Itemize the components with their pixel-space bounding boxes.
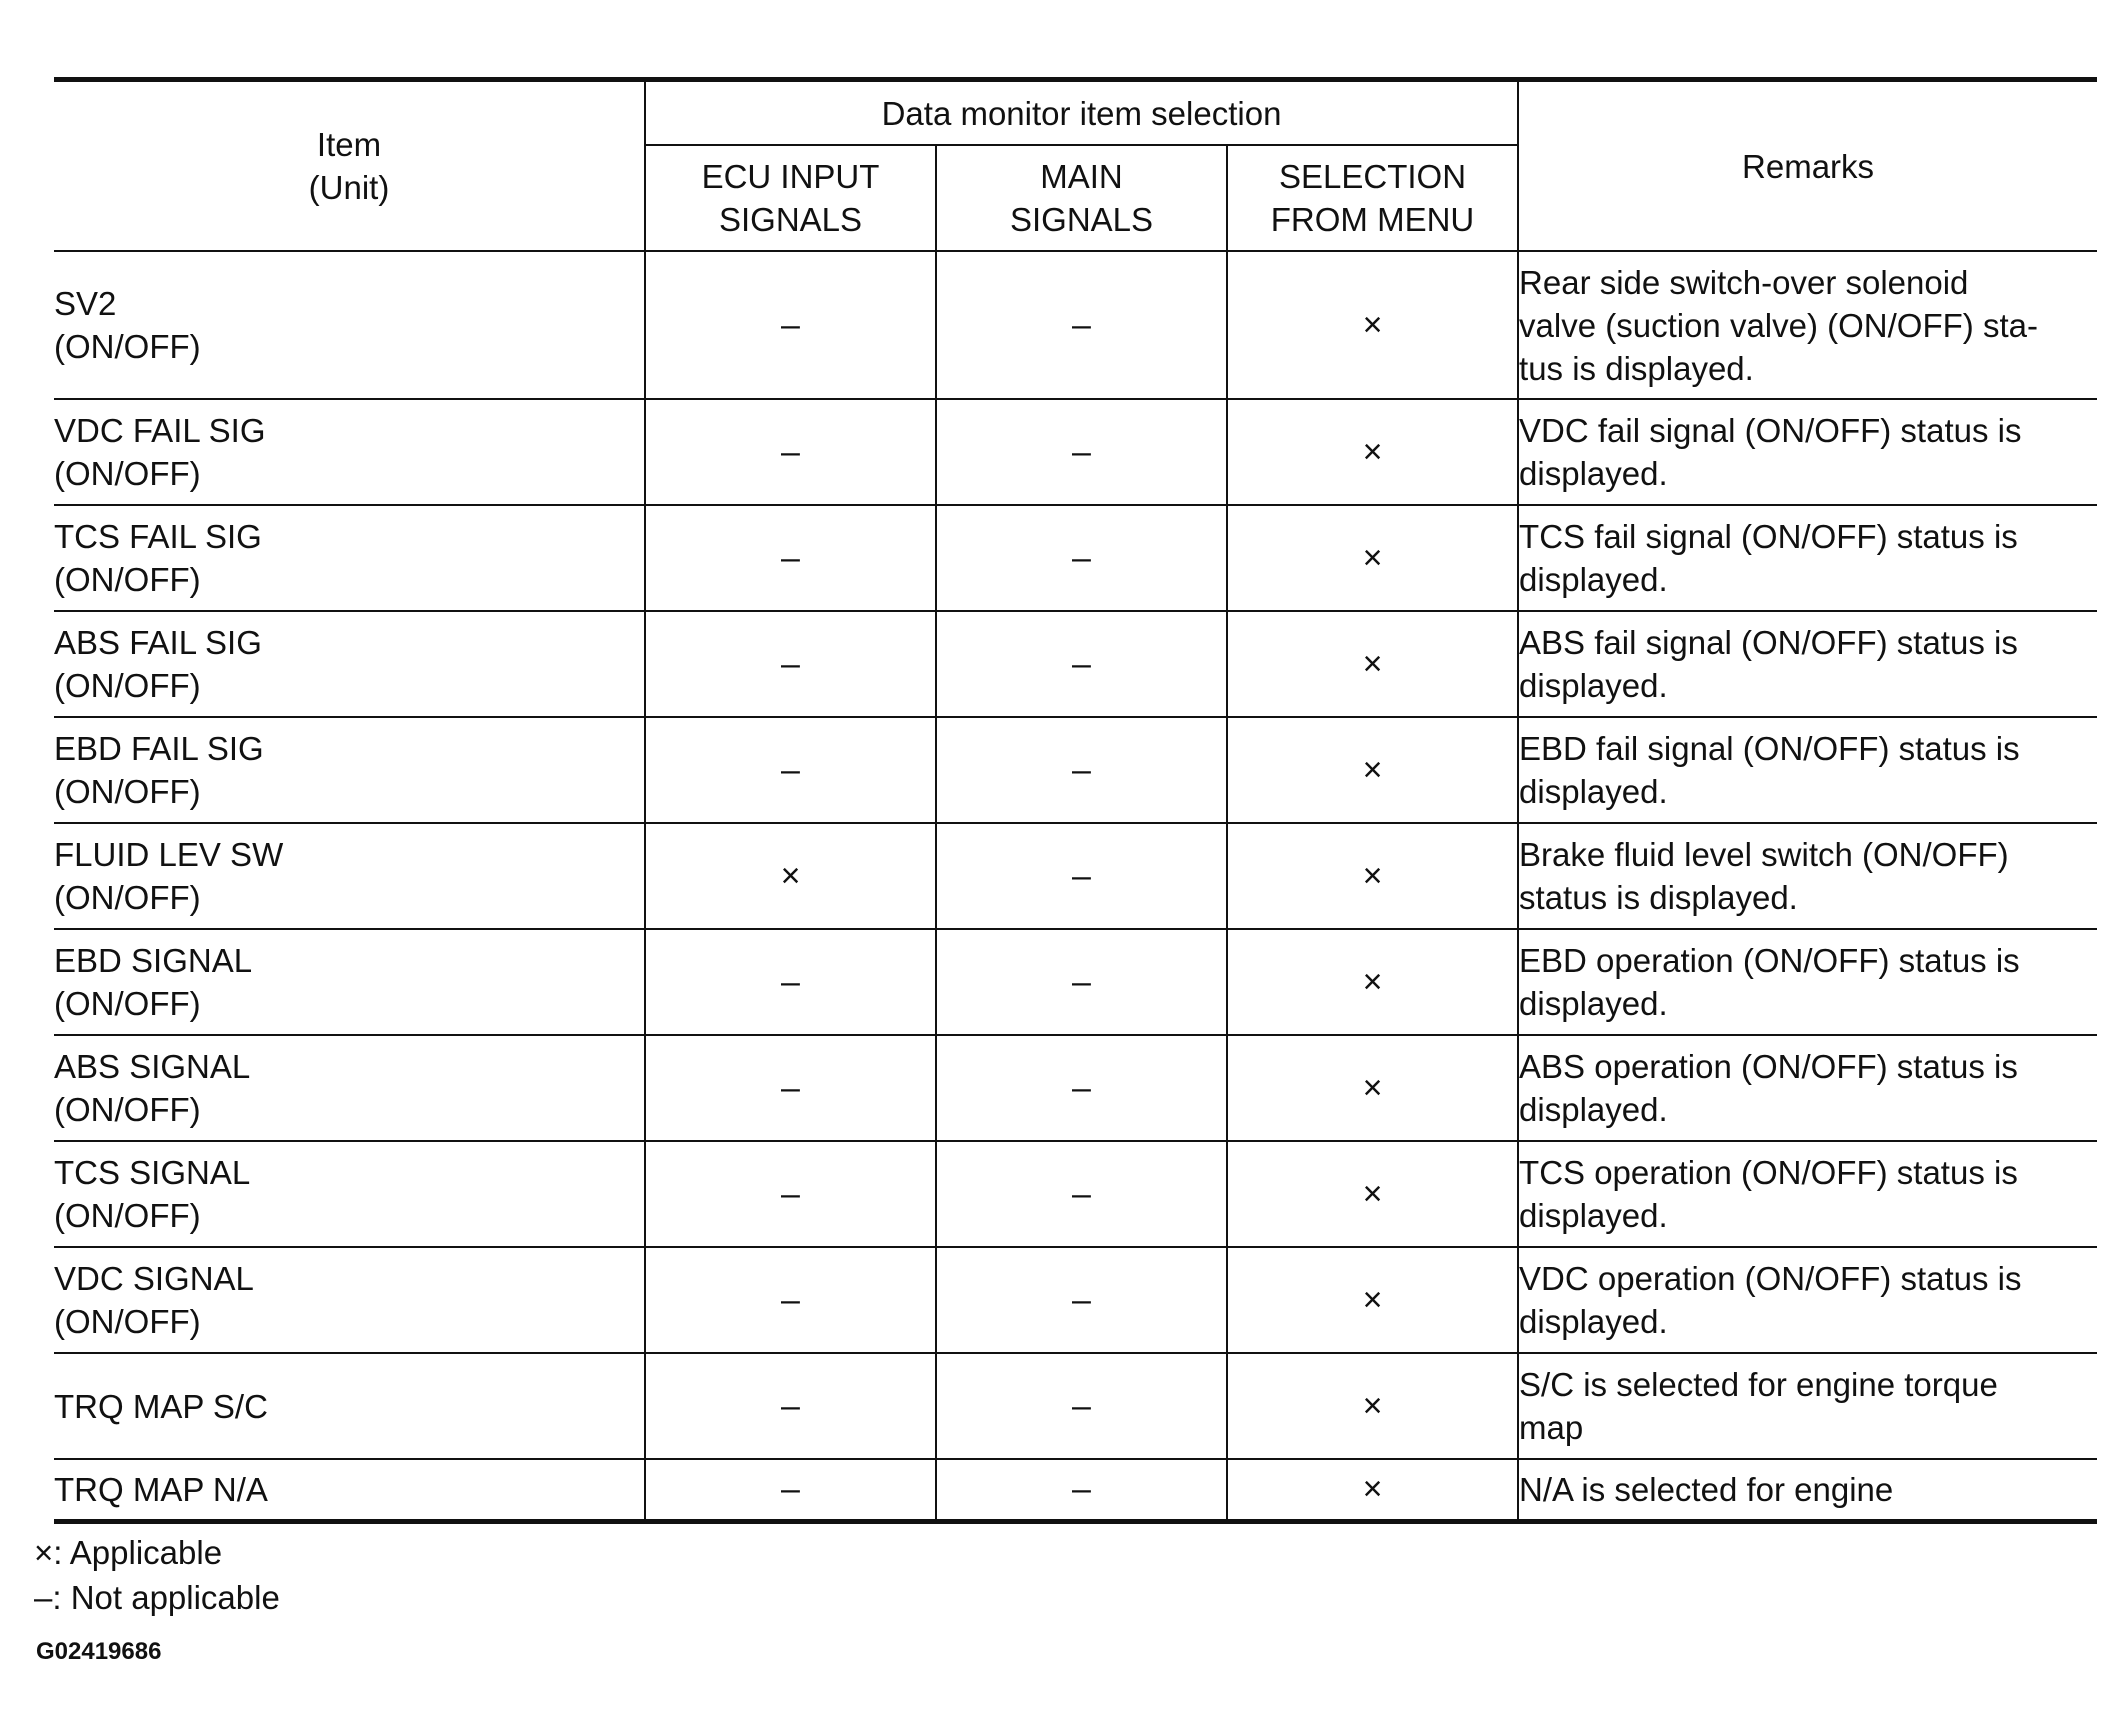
selection-from-menu-mark: ×: [1227, 929, 1518, 1035]
item-line: VDC SIGNAL: [54, 1260, 254, 1297]
item-line: TCS SIGNAL: [54, 1154, 251, 1191]
header-main-signals: [936, 145, 1227, 251]
item-cell: [54, 1353, 645, 1459]
figure-id: G02419686: [36, 1638, 162, 1665]
main-signals-mark: –: [936, 823, 1227, 929]
main-signals-mark: –: [936, 1353, 1227, 1459]
remarks-cell: [1518, 823, 2097, 929]
remarks-line: ABS operation (ON/OFF) status is: [1519, 1048, 2018, 1085]
remarks-line: Rear side switch-over solenoid: [1519, 263, 1969, 301]
item-line: TRQ MAP N/A: [54, 1471, 268, 1508]
item-cell: [54, 251, 645, 399]
selection-from-menu-mark: ×: [1227, 1353, 1518, 1459]
remarks-line: tus is displayed.: [1519, 349, 1754, 387]
table-row: [54, 399, 2097, 505]
item-line: (ON/OFF): [54, 773, 201, 810]
table-row: [54, 823, 2097, 929]
remarks-cell: [1518, 717, 2097, 823]
item-cell: [54, 611, 645, 717]
remarks-line: S/C is selected for engine torque: [1519, 1366, 1998, 1403]
data-monitor-table: [54, 77, 2097, 1524]
table-header: [54, 80, 2097, 252]
remarks-line: TCS fail signal (ON/OFF) status is: [1519, 518, 2018, 555]
remarks-line: status is displayed.: [1519, 879, 1798, 916]
ecu-input-mark: ×: [645, 823, 936, 929]
header-item: [54, 80, 645, 252]
remarks-line: TCS operation (ON/OFF) status is: [1519, 1154, 2018, 1191]
header-main-line-2: SIGNALS: [1009, 201, 1154, 238]
remarks-line: VDC operation (ON/OFF) status is: [1519, 1260, 2022, 1297]
item-line: SV2: [54, 285, 117, 322]
remarks-cell: [1518, 251, 2097, 399]
item-cell: [54, 823, 645, 929]
selection-from-menu-mark: ×: [1227, 823, 1518, 929]
ecu-input-mark: –: [645, 1141, 936, 1247]
selection-from-menu-mark: ×: [1227, 611, 1518, 717]
item-line: TRQ MAP S/C: [54, 1387, 268, 1425]
ecu-input-mark: –: [645, 1353, 936, 1459]
ecu-input-mark: –: [645, 1459, 936, 1522]
remarks-line: displayed.: [1519, 773, 1668, 810]
item-line: TCS FAIL SIG: [54, 518, 262, 555]
item-line: (ON/OFF): [54, 1197, 201, 1234]
header-main-line-1: MAIN: [1040, 158, 1123, 195]
selection-from-menu-mark: ×: [1227, 251, 1518, 399]
remarks-line: N/A is selected for engine: [1519, 1471, 1894, 1508]
item-cell: [54, 1247, 645, 1353]
remarks-cell: [1518, 505, 2097, 611]
legend-not-applicable: –: Not applicable: [34, 1579, 280, 1616]
ecu-input-mark: –: [645, 399, 936, 505]
remarks-line: Brake fluid level switch (ON/OFF): [1519, 836, 2009, 873]
item-cell: [54, 1459, 645, 1522]
item-line: (ON/OFF): [54, 985, 201, 1022]
header-selection-line-2: FROM MENU: [1270, 201, 1475, 238]
ecu-input-mark: –: [645, 717, 936, 823]
main-signals-mark: –: [936, 251, 1227, 399]
item-line: (ON/OFF): [54, 667, 201, 704]
item-line: (ON/OFF): [54, 455, 201, 492]
header-item-line-2: (Unit): [308, 169, 390, 206]
item-line: (ON/OFF): [54, 328, 201, 365]
remarks-line: displayed.: [1519, 1197, 1668, 1234]
remarks-cell: [1518, 1459, 2097, 1522]
header-ecu-line-2: SIGNALS: [718, 201, 863, 238]
item-line: ABS SIGNAL: [54, 1048, 251, 1085]
header-remarks: Remarks: [1518, 80, 2097, 252]
main-signals-mark: –: [936, 717, 1227, 823]
header-ecu-input-signals: [645, 145, 936, 251]
item-cell: [54, 505, 645, 611]
ecu-input-mark: –: [645, 929, 936, 1035]
remarks-line: displayed.: [1519, 455, 1668, 492]
remarks-line: displayed.: [1519, 561, 1668, 598]
header-selection-line-1: SELECTION: [1278, 158, 1467, 195]
selection-from-menu-mark: ×: [1227, 505, 1518, 611]
remarks-line: ABS fail signal (ON/OFF) status is: [1519, 624, 2018, 661]
item-line: FLUID LEV SW: [54, 836, 284, 873]
remarks-line: EBD fail signal (ON/OFF) status is: [1519, 730, 2020, 767]
selection-from-menu-mark: ×: [1227, 1035, 1518, 1141]
ecu-input-mark: –: [645, 1035, 936, 1141]
item-line: EBD SIGNAL: [54, 942, 253, 979]
main-signals-mark: –: [936, 1141, 1227, 1247]
main-signals-mark: –: [936, 1035, 1227, 1141]
remarks-cell: [1518, 1141, 2097, 1247]
remarks-line: valve (suction valve) (ON/OFF) sta-: [1519, 306, 2038, 344]
header-item-line-1: Item: [316, 126, 382, 163]
remarks-line: displayed.: [1519, 667, 1668, 704]
remarks-line: map: [1519, 1409, 1584, 1446]
remarks-cell: [1518, 399, 2097, 505]
ecu-input-mark: –: [645, 611, 936, 717]
item-cell: [54, 717, 645, 823]
remarks-line: displayed.: [1519, 1091, 1668, 1128]
main-signals-mark: –: [936, 399, 1227, 505]
table-body: [54, 251, 2097, 1522]
selection-from-menu-mark: ×: [1227, 717, 1518, 823]
ecu-input-mark: –: [645, 505, 936, 611]
main-signals-mark: –: [936, 1247, 1227, 1353]
item-cell: [54, 1141, 645, 1247]
legend-applicable: ×: Applicable: [34, 1534, 223, 1571]
table-row: [54, 1141, 2097, 1247]
header-group: Data monitor item selection: [645, 80, 1518, 146]
selection-from-menu-mark: ×: [1227, 1141, 1518, 1247]
remarks-cell: [1518, 1353, 2097, 1459]
item-line: ABS FAIL SIG: [54, 624, 262, 661]
table-row: [54, 1035, 2097, 1141]
item-line: (ON/OFF): [54, 1091, 201, 1128]
table-row: [54, 251, 2097, 399]
remarks-cell: [1518, 1035, 2097, 1141]
main-signals-mark: –: [936, 611, 1227, 717]
main-signals-mark: –: [936, 505, 1227, 611]
remarks-line: VDC fail signal (ON/OFF) status is: [1519, 412, 2022, 449]
selection-from-menu-mark: ×: [1227, 399, 1518, 505]
item-cell: [54, 1035, 645, 1141]
table-row: [54, 1353, 2097, 1459]
remarks-line: displayed.: [1519, 1303, 1668, 1340]
header-ecu-line-1: ECU INPUT: [701, 158, 880, 195]
header-selection-from-menu: [1227, 145, 1518, 251]
main-signals-mark: –: [936, 929, 1227, 1035]
table-row: [54, 611, 2097, 717]
table-row: [54, 505, 2097, 611]
remarks-cell: [1518, 929, 2097, 1035]
selection-from-menu-mark: ×: [1227, 1459, 1518, 1522]
selection-from-menu-mark: ×: [1227, 1247, 1518, 1353]
main-signals-mark: –: [936, 1459, 1227, 1522]
table-row: [54, 929, 2097, 1035]
item-line: VDC FAIL SIG: [54, 412, 266, 449]
ecu-input-mark: –: [645, 1247, 936, 1353]
remarks-line: EBD operation (ON/OFF) status is: [1519, 942, 2020, 979]
table-row: [54, 1459, 2097, 1522]
item-line: (ON/OFF): [54, 561, 201, 598]
remarks-line: displayed.: [1519, 985, 1668, 1022]
remarks-cell: [1518, 1247, 2097, 1353]
item-line: EBD FAIL SIG: [54, 730, 264, 767]
item-line: (ON/OFF): [54, 1303, 201, 1340]
table-row: [54, 1247, 2097, 1353]
ecu-input-mark: –: [645, 251, 936, 399]
item-cell: [54, 399, 645, 505]
item-line: (ON/OFF): [54, 879, 201, 916]
table-row: [54, 717, 2097, 823]
remarks-cell: [1518, 611, 2097, 717]
item-cell: [54, 929, 645, 1035]
